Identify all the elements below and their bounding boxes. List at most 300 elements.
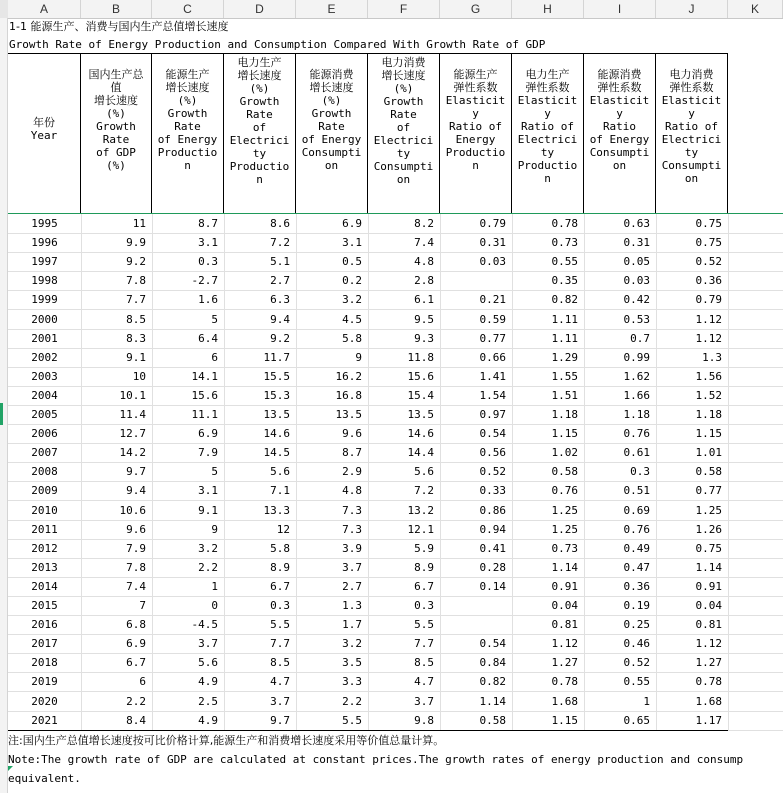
column-header-c[interactable]: C bbox=[152, 0, 224, 18]
value-cell[interactable]: 0.03 bbox=[479, 255, 506, 268]
value-cell[interactable]: 8.5 bbox=[270, 656, 290, 669]
value-cell[interactable]: 0.81 bbox=[695, 618, 722, 631]
value-cell[interactable]: 1.12 bbox=[695, 637, 722, 650]
year-cell[interactable]: 2008 bbox=[31, 465, 58, 478]
value-cell[interactable]: 13.2 bbox=[407, 504, 434, 517]
value-cell[interactable]: 1.17 bbox=[695, 714, 722, 727]
value-cell[interactable]: 1.3 bbox=[342, 599, 362, 612]
value-cell[interactable]: 1.56 bbox=[695, 370, 722, 383]
value-cell[interactable]: 4.8 bbox=[342, 484, 362, 497]
year-cell[interactable]: 2012 bbox=[31, 542, 58, 555]
value-cell[interactable]: 1.7 bbox=[342, 618, 362, 631]
value-cell[interactable]: 1.29 bbox=[551, 351, 578, 364]
value-cell[interactable] bbox=[440, 271, 512, 290]
value-cell[interactable]: 1.12 bbox=[695, 313, 722, 326]
year-cell[interactable]: 2020 bbox=[31, 695, 58, 708]
value-cell[interactable]: 8.9 bbox=[270, 561, 290, 574]
value-cell[interactable]: 12 bbox=[276, 523, 290, 536]
year-cell[interactable]: 2019 bbox=[31, 675, 58, 688]
value-cell[interactable]: 1.25 bbox=[695, 504, 722, 517]
value-cell[interactable]: 1.27 bbox=[551, 656, 578, 669]
value-cell[interactable]: 13.5 bbox=[263, 408, 290, 421]
value-cell[interactable]: 0.49 bbox=[623, 542, 650, 555]
value-cell[interactable]: 10.1 bbox=[119, 389, 146, 402]
value-cell[interactable]: 14.2 bbox=[119, 446, 146, 459]
value-cell[interactable]: 0.91 bbox=[695, 580, 722, 593]
value-cell[interactable]: 5.1 bbox=[270, 255, 290, 268]
column-header-d[interactable]: D bbox=[224, 0, 296, 18]
sheet-title-en[interactable]: Growth Rate of Energy Production and Consumption Compared With Growth Rate of GDP bbox=[9, 38, 546, 51]
value-cell[interactable]: 10 bbox=[132, 370, 146, 383]
value-cell[interactable]: 6 bbox=[211, 351, 218, 364]
value-cell[interactable]: 0 bbox=[211, 599, 218, 612]
value-cell[interactable]: 0.2 bbox=[342, 274, 362, 287]
year-cell[interactable]: 2018 bbox=[31, 656, 58, 669]
column-header-a[interactable]: A bbox=[8, 0, 81, 18]
value-cell[interactable]: 1.18 bbox=[623, 408, 650, 421]
header-cell[interactable] bbox=[368, 54, 440, 213]
value-cell[interactable]: 7.7 bbox=[270, 637, 290, 650]
value-cell[interactable]: 5.8 bbox=[270, 542, 290, 555]
value-cell[interactable]: 5.5 bbox=[270, 618, 290, 631]
value-cell[interactable]: 0.41 bbox=[479, 542, 506, 555]
year-cell[interactable]: 2016 bbox=[31, 618, 58, 631]
value-cell[interactable]: 0.03 bbox=[623, 274, 650, 287]
value-cell[interactable]: 0.7 bbox=[630, 332, 650, 345]
note-cn[interactable]: 注:国内生产总值增长速度按可比价格计算,能源生产和消费增长速度采用等价值总量计算。 bbox=[8, 734, 445, 747]
value-cell[interactable] bbox=[440, 596, 512, 615]
value-cell[interactable]: 3.2 bbox=[342, 293, 362, 306]
value-cell[interactable]: 0.53 bbox=[623, 313, 650, 326]
value-cell[interactable]: 1.41 bbox=[479, 370, 506, 383]
value-cell[interactable]: 15.6 bbox=[407, 370, 434, 383]
value-cell[interactable]: 5 bbox=[211, 313, 218, 326]
value-cell[interactable]: 9.1 bbox=[198, 504, 218, 517]
year-cell[interactable]: 2001 bbox=[31, 332, 58, 345]
value-cell[interactable]: 0.56 bbox=[479, 446, 506, 459]
value-cell[interactable]: 7.1 bbox=[270, 484, 290, 497]
year-cell[interactable]: 2005 bbox=[31, 408, 58, 421]
value-cell[interactable]: 2.2 bbox=[126, 695, 146, 708]
value-cell[interactable]: 0.3 bbox=[630, 465, 650, 478]
year-cell[interactable]: 2007 bbox=[31, 446, 58, 459]
value-cell[interactable]: 0.65 bbox=[623, 714, 650, 727]
value-cell[interactable]: 12.1 bbox=[407, 523, 434, 536]
value-cell[interactable]: 3.7 bbox=[342, 561, 362, 574]
value-cell[interactable]: 1.6 bbox=[198, 293, 218, 306]
value-cell[interactable]: 0.52 bbox=[695, 255, 722, 268]
value-cell[interactable]: 15.3 bbox=[263, 389, 290, 402]
value-cell[interactable]: 0.91 bbox=[551, 580, 578, 593]
value-cell[interactable]: 3.1 bbox=[198, 236, 218, 249]
value-cell[interactable]: 1.11 bbox=[551, 313, 578, 326]
value-cell[interactable]: 14.6 bbox=[407, 427, 434, 440]
value-cell[interactable]: 0.52 bbox=[623, 656, 650, 669]
column-header-g[interactable]: G bbox=[440, 0, 512, 18]
value-cell[interactable]: 13.5 bbox=[407, 408, 434, 421]
value-cell[interactable]: 0.78 bbox=[551, 217, 578, 230]
header-line: Energy bbox=[455, 133, 496, 146]
value-cell[interactable]: 0.73 bbox=[551, 542, 578, 555]
value-cell[interactable]: 9.4 bbox=[270, 313, 290, 326]
value-cell[interactable]: 9.3 bbox=[414, 332, 434, 345]
value-cell[interactable]: 7.3 bbox=[342, 523, 362, 536]
value-cell[interactable]: 11 bbox=[132, 217, 146, 230]
value-cell[interactable]: 7.8 bbox=[126, 561, 146, 574]
column-header-j[interactable]: J bbox=[656, 0, 728, 18]
value-cell[interactable]: 8.2 bbox=[414, 217, 434, 230]
value-cell[interactable]: 7.7 bbox=[414, 637, 434, 650]
value-cell[interactable]: 0.69 bbox=[623, 504, 650, 517]
header-cell[interactable] bbox=[512, 54, 584, 213]
value-cell[interactable]: 3.2 bbox=[342, 637, 362, 650]
value-cell[interactable]: 0.54 bbox=[479, 427, 506, 440]
value-cell[interactable]: 0.58 bbox=[479, 714, 506, 727]
value-cell[interactable]: 1.15 bbox=[551, 427, 578, 440]
value-cell[interactable]: 0.31 bbox=[623, 236, 650, 249]
value-cell[interactable]: 14.1 bbox=[191, 370, 218, 383]
header-cell[interactable] bbox=[440, 54, 512, 213]
value-cell[interactable]: 3.9 bbox=[342, 542, 362, 555]
value-cell[interactable]: 0.25 bbox=[623, 618, 650, 631]
value-cell[interactable]: 3.2 bbox=[198, 542, 218, 555]
value-cell[interactable]: 15.4 bbox=[407, 389, 434, 402]
value-cell[interactable]: 1.18 bbox=[551, 408, 578, 421]
value-cell[interactable]: 0.46 bbox=[623, 637, 650, 650]
value-cell[interactable]: 5 bbox=[211, 465, 218, 478]
value-cell[interactable]: 7.4 bbox=[414, 236, 434, 249]
value-cell[interactable]: 5.5 bbox=[342, 714, 362, 727]
value-cell[interactable]: 3.7 bbox=[414, 695, 434, 708]
value-cell[interactable]: 0.63 bbox=[623, 217, 650, 230]
value-cell[interactable]: 9.8 bbox=[414, 714, 434, 727]
header-cell[interactable] bbox=[81, 54, 152, 213]
value-cell[interactable]: 0.36 bbox=[623, 580, 650, 593]
value-cell[interactable]: 0.77 bbox=[695, 484, 722, 497]
value-cell[interactable]: 1.55 bbox=[551, 370, 578, 383]
year-cell[interactable]: 2000 bbox=[31, 313, 58, 326]
value-cell[interactable]: 13.5 bbox=[335, 408, 362, 421]
value-cell[interactable]: 1.12 bbox=[551, 637, 578, 650]
note-en[interactable]: Note:The growth rate of GDP are calculated at constant prices.The growth rates of energy production and consump bbox=[8, 753, 744, 766]
value-cell[interactable]: 6.7 bbox=[126, 656, 146, 669]
column-header-i[interactable]: I bbox=[584, 0, 656, 18]
value-cell[interactable]: 2.7 bbox=[270, 274, 290, 287]
value-cell[interactable]: 1.66 bbox=[623, 389, 650, 402]
value-cell[interactable]: 0.05 bbox=[623, 255, 650, 268]
value-cell[interactable]: 7.2 bbox=[270, 236, 290, 249]
value-cell[interactable]: 0.78 bbox=[551, 675, 578, 688]
column-header-h[interactable]: H bbox=[512, 0, 584, 18]
value-cell[interactable]: -2.7 bbox=[191, 274, 218, 287]
value-cell[interactable]: 0.42 bbox=[623, 293, 650, 306]
value-cell[interactable]: 0.31 bbox=[479, 236, 506, 249]
value-cell[interactable]: 15.5 bbox=[263, 370, 290, 383]
value-cell[interactable]: 6 bbox=[139, 675, 146, 688]
sheet-title-cn[interactable]: 1-1 能源生产、消费与国内生产总值增长速度 bbox=[9, 20, 229, 33]
value-cell[interactable]: 3.1 bbox=[198, 484, 218, 497]
value-cell[interactable]: 0.73 bbox=[551, 236, 578, 249]
header-cell[interactable] bbox=[656, 54, 728, 213]
value-cell[interactable]: 1.12 bbox=[695, 332, 722, 345]
value-cell[interactable]: 8.6 bbox=[270, 217, 290, 230]
value-cell[interactable]: 9.5 bbox=[414, 313, 434, 326]
value-cell[interactable]: 0.3 bbox=[270, 599, 290, 612]
value-cell[interactable]: 0.04 bbox=[551, 599, 578, 612]
value-cell[interactable]: -4.5 bbox=[191, 618, 218, 631]
value-cell[interactable]: 0.47 bbox=[623, 561, 650, 574]
value-cell[interactable]: 8.5 bbox=[414, 656, 434, 669]
column-header-e[interactable]: E bbox=[296, 0, 368, 18]
value-cell[interactable]: 3.1 bbox=[342, 236, 362, 249]
value-cell[interactable]: 0.14 bbox=[479, 580, 506, 593]
value-cell[interactable]: 1.68 bbox=[551, 695, 578, 708]
value-cell[interactable]: 16.8 bbox=[335, 389, 362, 402]
value-cell[interactable]: 14.5 bbox=[263, 446, 290, 459]
value-cell[interactable]: 0.76 bbox=[551, 484, 578, 497]
value-cell[interactable]: 0.99 bbox=[623, 351, 650, 364]
note-en-continued[interactable]: equivalent. bbox=[8, 772, 81, 785]
value-cell[interactable]: 2.9 bbox=[342, 465, 362, 478]
value-cell[interactable]: 9.7 bbox=[270, 714, 290, 727]
value-cell[interactable]: 0.82 bbox=[551, 293, 578, 306]
value-cell[interactable]: 0.58 bbox=[695, 465, 722, 478]
column-header-k[interactable]: K bbox=[728, 0, 783, 18]
value-cell[interactable]: 1.14 bbox=[551, 561, 578, 574]
year-cell[interactable]: 2021 bbox=[31, 714, 58, 727]
year-cell[interactable]: 2017 bbox=[31, 637, 58, 650]
value-cell[interactable]: 0.81 bbox=[551, 618, 578, 631]
value-cell[interactable]: 1.62 bbox=[623, 370, 650, 383]
value-cell[interactable]: 4.9 bbox=[198, 714, 218, 727]
header-cell[interactable] bbox=[8, 54, 81, 213]
value-cell[interactable]: 10.6 bbox=[119, 504, 146, 517]
table-row bbox=[8, 386, 728, 405]
select-all-corner[interactable] bbox=[0, 0, 8, 18]
value-cell[interactable]: 1.25 bbox=[551, 523, 578, 536]
value-cell[interactable]: 0.5 bbox=[342, 255, 362, 268]
value-cell[interactable]: 11.4 bbox=[119, 408, 146, 421]
value-cell[interactable]: 8.9 bbox=[414, 561, 434, 574]
value-cell[interactable]: 0.84 bbox=[479, 656, 506, 669]
year-cell[interactable]: 1997 bbox=[31, 255, 58, 268]
value-cell[interactable]: 5.8 bbox=[342, 332, 362, 345]
year-cell[interactable]: 2009 bbox=[31, 484, 58, 497]
value-cell[interactable]: 3.7 bbox=[198, 637, 218, 650]
value-cell[interactable]: 15.6 bbox=[191, 389, 218, 402]
value-cell[interactable]: 0.04 bbox=[695, 599, 722, 612]
value-cell[interactable]: 7.7 bbox=[126, 293, 146, 306]
value-cell[interactable]: 0.79 bbox=[479, 217, 506, 230]
value-cell[interactable]: 0.75 bbox=[695, 542, 722, 555]
value-cell[interactable]: 14.6 bbox=[263, 427, 290, 440]
value-cell[interactable]: 12.7 bbox=[119, 427, 146, 440]
value-cell[interactable]: 4.7 bbox=[270, 675, 290, 688]
year-cell[interactable]: 2015 bbox=[31, 599, 58, 612]
value-cell[interactable]: 1.11 bbox=[551, 332, 578, 345]
year-cell[interactable]: 2004 bbox=[31, 389, 58, 402]
value-cell[interactable]: 16.2 bbox=[335, 370, 362, 383]
value-cell[interactable]: 1 bbox=[211, 580, 218, 593]
value-cell[interactable]: 5.6 bbox=[198, 656, 218, 669]
value-cell[interactable]: 1.01 bbox=[695, 446, 722, 459]
year-cell[interactable]: 1996 bbox=[31, 236, 58, 249]
value-cell[interactable]: 14.4 bbox=[407, 446, 434, 459]
value-cell[interactable]: 9 bbox=[211, 523, 218, 536]
year-cell[interactable]: 2013 bbox=[31, 561, 58, 574]
value-cell[interactable] bbox=[440, 615, 512, 634]
value-cell[interactable]: 0.28 bbox=[479, 561, 506, 574]
value-cell[interactable]: 9.2 bbox=[126, 255, 146, 268]
value-cell[interactable]: 9.2 bbox=[270, 332, 290, 345]
value-cell[interactable]: 1.15 bbox=[695, 427, 722, 440]
value-cell[interactable]: 0.21 bbox=[479, 293, 506, 306]
value-cell[interactable]: 11.8 bbox=[407, 351, 434, 364]
value-cell[interactable]: 1.54 bbox=[479, 389, 506, 402]
value-cell[interactable]: 4.8 bbox=[414, 255, 434, 268]
value-cell[interactable]: 8.5 bbox=[126, 313, 146, 326]
value-cell[interactable]: 0.76 bbox=[623, 523, 650, 536]
value-cell[interactable]: 0.19 bbox=[623, 599, 650, 612]
value-cell[interactable]: 0.36 bbox=[695, 274, 722, 287]
value-cell[interactable]: 1.68 bbox=[695, 695, 722, 708]
value-cell[interactable]: 7.9 bbox=[126, 542, 146, 555]
value-cell[interactable]: 0.76 bbox=[623, 427, 650, 440]
value-cell[interactable]: 0.3 bbox=[414, 599, 434, 612]
value-cell[interactable]: 4.5 bbox=[342, 313, 362, 326]
value-cell[interactable]: 5.6 bbox=[270, 465, 290, 478]
value-cell[interactable]: 5.9 bbox=[414, 542, 434, 555]
year-cell[interactable]: 2010 bbox=[31, 504, 58, 517]
value-cell[interactable]: 6.9 bbox=[126, 637, 146, 650]
year-cell[interactable]: 2002 bbox=[31, 351, 58, 364]
value-cell[interactable]: 0.54 bbox=[479, 637, 506, 650]
header-cell[interactable] bbox=[584, 54, 656, 213]
value-cell[interactable]: 4.9 bbox=[198, 675, 218, 688]
value-cell[interactable]: 0.33 bbox=[479, 484, 506, 497]
value-cell[interactable]: 0.77 bbox=[479, 332, 506, 345]
value-cell[interactable]: 3.7 bbox=[270, 695, 290, 708]
value-cell[interactable]: 6.1 bbox=[414, 293, 434, 306]
header-line: Growth bbox=[96, 120, 136, 133]
value-cell[interactable]: 1.02 bbox=[551, 446, 578, 459]
value-cell[interactable]: 8.7 bbox=[342, 446, 362, 459]
value-cell[interactable]: 7.8 bbox=[126, 274, 146, 287]
value-cell[interactable]: 5.5 bbox=[414, 618, 434, 631]
value-cell[interactable]: 8.4 bbox=[126, 714, 146, 727]
value-cell[interactable]: 1.27 bbox=[695, 656, 722, 669]
year-cell[interactable]: 2003 bbox=[31, 370, 58, 383]
value-cell[interactable]: 0.75 bbox=[695, 236, 722, 249]
value-cell[interactable]: 6.7 bbox=[414, 580, 434, 593]
value-cell[interactable]: 7 bbox=[139, 599, 146, 612]
value-cell[interactable]: 0.58 bbox=[551, 465, 578, 478]
value-cell[interactable]: 0.3 bbox=[198, 255, 218, 268]
value-cell[interactable]: 6.9 bbox=[342, 217, 362, 230]
value-cell[interactable]: 0.59 bbox=[479, 313, 506, 326]
value-cell[interactable]: 0.78 bbox=[695, 675, 722, 688]
value-cell[interactable]: 13.3 bbox=[263, 504, 290, 517]
value-cell[interactable]: 7.2 bbox=[414, 484, 434, 497]
value-cell[interactable]: 1.52 bbox=[695, 389, 722, 402]
year-cell[interactable]: 1999 bbox=[31, 293, 58, 306]
value-cell[interactable]: 0.94 bbox=[479, 523, 506, 536]
value-cell[interactable]: 2.5 bbox=[198, 695, 218, 708]
header-cell[interactable] bbox=[224, 54, 296, 213]
value-cell[interactable]: 11.1 bbox=[191, 408, 218, 421]
value-cell[interactable]: 6.3 bbox=[270, 293, 290, 306]
value-cell[interactable]: 0.86 bbox=[479, 504, 506, 517]
value-cell[interactable]: 6.4 bbox=[198, 332, 218, 345]
value-cell[interactable]: 9.6 bbox=[342, 427, 362, 440]
value-cell[interactable]: 1.3 bbox=[702, 351, 722, 364]
value-cell[interactable]: 2.2 bbox=[342, 695, 362, 708]
value-cell[interactable]: 9 bbox=[355, 351, 362, 364]
value-cell[interactable]: 6.9 bbox=[198, 427, 218, 440]
value-cell[interactable]: 3.3 bbox=[342, 675, 362, 688]
value-cell[interactable]: 7.9 bbox=[198, 446, 218, 459]
value-cell[interactable]: 0.55 bbox=[551, 255, 578, 268]
year-cell[interactable]: 1995 bbox=[31, 217, 58, 230]
column-header-b[interactable]: B bbox=[81, 0, 152, 18]
column-header-f[interactable]: F bbox=[368, 0, 440, 18]
value-cell[interactable]: 0.75 bbox=[695, 217, 722, 230]
value-cell[interactable]: 1.14 bbox=[695, 561, 722, 574]
value-cell[interactable]: 9.9 bbox=[126, 236, 146, 249]
value-cell[interactable]: 6.7 bbox=[270, 580, 290, 593]
value-cell[interactable]: 0.79 bbox=[695, 293, 722, 306]
value-cell[interactable]: 0.51 bbox=[623, 484, 650, 497]
value-cell[interactable]: 1.25 bbox=[551, 504, 578, 517]
year-cell[interactable]: 2014 bbox=[31, 580, 58, 593]
value-cell[interactable]: 0.52 bbox=[479, 465, 506, 478]
value-cell[interactable]: 9.1 bbox=[126, 351, 146, 364]
value-cell[interactable]: 8.3 bbox=[126, 332, 146, 345]
value-cell[interactable]: 1.14 bbox=[479, 695, 506, 708]
year-cell[interactable]: 2011 bbox=[31, 523, 58, 536]
value-cell[interactable]: 2.2 bbox=[198, 561, 218, 574]
value-cell[interactable]: 2.7 bbox=[342, 580, 362, 593]
value-cell[interactable]: 0.97 bbox=[479, 408, 506, 421]
value-cell[interactable]: 2.8 bbox=[414, 274, 434, 287]
value-cell[interactable]: 1.51 bbox=[551, 389, 578, 402]
value-cell[interactable]: 6.8 bbox=[126, 618, 146, 631]
value-cell[interactable]: 0.82 bbox=[479, 675, 506, 688]
value-cell[interactable]: 1.26 bbox=[695, 523, 722, 536]
value-cell[interactable]: 1.15 bbox=[551, 714, 578, 727]
value-cell[interactable]: 4.7 bbox=[414, 675, 434, 688]
value-cell[interactable]: 1.18 bbox=[695, 408, 722, 421]
value-cell[interactable]: 7.4 bbox=[126, 580, 146, 593]
header-cell[interactable] bbox=[296, 54, 368, 213]
header-cell[interactable] bbox=[152, 54, 224, 213]
value-cell[interactable]: 3.5 bbox=[342, 656, 362, 669]
value-cell[interactable]: 0.35 bbox=[551, 274, 578, 287]
year-cell[interactable]: 2006 bbox=[31, 427, 58, 440]
value-cell[interactable]: 11.7 bbox=[263, 351, 290, 364]
value-cell[interactable]: 9.6 bbox=[126, 523, 146, 536]
value-cell[interactable]: 9.7 bbox=[126, 465, 146, 478]
value-cell[interactable]: 9.4 bbox=[126, 484, 146, 497]
value-cell[interactable]: 1 bbox=[643, 695, 650, 708]
value-cell[interactable]: 0.66 bbox=[479, 351, 506, 364]
value-cell[interactable]: 0.61 bbox=[623, 446, 650, 459]
value-cell[interactable]: 0.55 bbox=[623, 675, 650, 688]
value-cell[interactable]: 8.7 bbox=[198, 217, 218, 230]
value-cell[interactable]: 5.6 bbox=[414, 465, 434, 478]
year-cell[interactable]: 1998 bbox=[31, 274, 58, 287]
value-cell[interactable]: 7.3 bbox=[342, 504, 362, 517]
